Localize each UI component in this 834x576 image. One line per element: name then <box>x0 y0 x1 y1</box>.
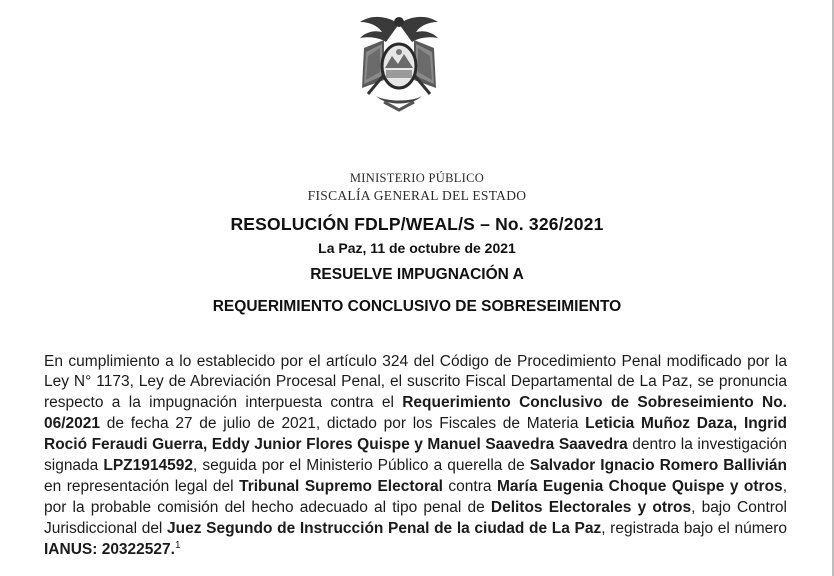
resolution-place-date: La Paz, 11 de octubre de 2021 <box>318 240 516 256</box>
institution-line-2: FISCALÍA GENERAL DEL ESTADO <box>307 188 527 203</box>
body-paragraph <box>44 352 787 561</box>
body-text-segment: En cumplimiento a lo establecido por el artículo 324 del Código de Procedimiento Penal modificado por la Ley N° 1173, Ley de Abreviación Procesal Penal, el suscrito Fiscal Departamental de La Paz, se pronuncia respecto a la impugnación interpuesta contra el <box>44 352 787 412</box>
body-text-segment: , por la probable comisión del hecho adecuado al tipo penal de <box>44 477 787 516</box>
body-text-segment: , seguida por el Ministerio Público a querella de <box>192 457 530 475</box>
body-text-segment: contra <box>442 477 497 495</box>
body-bold-segment: Delitos Electorales y otros <box>490 498 692 516</box>
body-text-segment: dentro la investigación signada <box>44 436 788 475</box>
body-bold-segment: Juez Segundo de Instrucción Penal de la ciudad de La Paz <box>167 519 602 537</box>
body-text-segment: , registrada bajo el número <box>601 519 788 537</box>
resolution-title: RESOLUCIÓN FDLP/WEAL/S – No. 326/2021 <box>230 214 604 234</box>
body-bold-segment: Requerimiento Conclusivo de Sobreseimiento No. 06/2021 <box>44 394 787 433</box>
body-bold-segment: Salvador Ignacio Romero Ballivián <box>529 457 787 475</box>
body-text-segment: de fecha 27 de julio de 2021, dictado por los Fiscales de Materia <box>100 415 586 433</box>
resolution-subject-line-1: RESUELVE IMPUGNACIÓN A <box>310 266 524 283</box>
resolution-subject-line-2: REQUERIMIENTO CONCLUSIVO DE SOBRESEIMIENTO <box>212 298 622 315</box>
institution-line-1: MINISTERIO PÚBLICO <box>349 171 485 185</box>
body-text-segment: en representación legal del <box>44 477 240 495</box>
body-bold-segment: LPZ1914592 <box>103 457 193 475</box>
body-bold-segment: María Eugenia Choque Quispe y otros <box>496 477 783 495</box>
coat-of-arms-emblem <box>354 10 444 114</box>
footnote-reference[interactable]: 1 <box>174 539 181 551</box>
body-bold-segment: Leticia Muñoz Daza, Ingrid Roció Feraudi Guerra, Eddy Junior Flores Quispe y Manuel Saavedra Saavedra <box>44 415 787 454</box>
body-text-segment: , bajo Control Jurisdiccional del <box>44 498 787 537</box>
body-bold-segment: IANUS: 20322527. <box>44 540 175 558</box>
body-bold-segment: Tribunal Supremo Electoral <box>239 477 443 495</box>
